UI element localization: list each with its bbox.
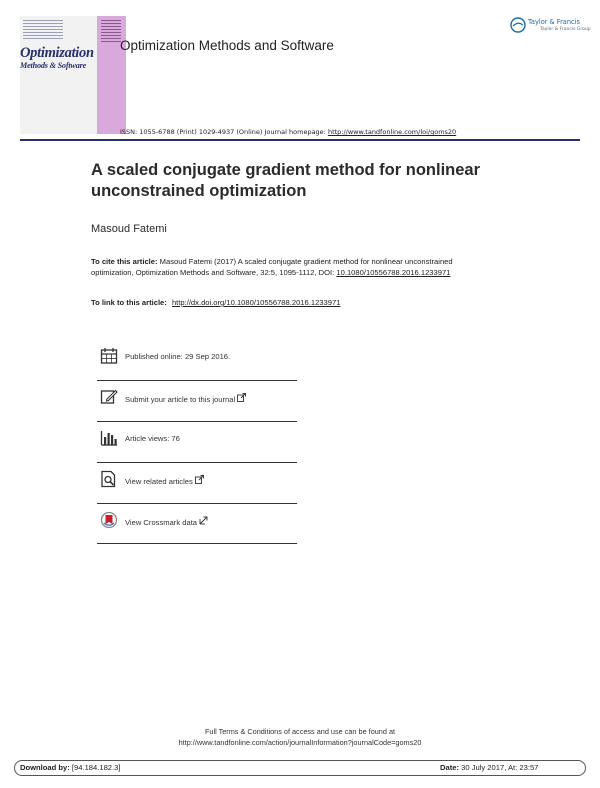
download-date-value: 30 July 2017, At: 23:57: [461, 763, 539, 772]
bar-chart-icon: [100, 429, 118, 447]
submit-article-link[interactable]: [125, 393, 246, 404]
related-articles-item[interactable]: [97, 463, 297, 503]
published-online-item: [97, 340, 297, 380]
crossmark-link[interactable]: [125, 516, 208, 527]
citation-doi-link[interactable]: 10.1080/10556788.2016.1233971: [336, 267, 451, 277]
issn-text: ISSN: 1055-6788 (Print) 1029-4937 (Online) Journal homepage:: [120, 128, 326, 136]
article-views-label: Article views: 76: [125, 434, 180, 443]
terms-footer: [0, 727, 600, 748]
related-articles-link[interactable]: [125, 475, 204, 486]
header-divider: [20, 139, 580, 141]
published-online-label: Published online: 29 Sep 2016.: [125, 352, 231, 361]
download-date: [440, 763, 538, 772]
terms-url-link[interactable]: http://www.tandfonline.com/action/journalInformation?journalCode=goms20: [178, 737, 422, 747]
journal-homepage-link[interactable]: http://www.tandfonline.com/loi/goms20: [327, 128, 457, 136]
edit-icon: [100, 388, 118, 406]
cover-title-line1: Optimization: [20, 45, 94, 61]
external-link-icon: [237, 393, 246, 402]
document-search-icon: [100, 470, 118, 488]
cover-strip-lines: [101, 20, 121, 44]
download-by-label: Download by:: [20, 763, 70, 772]
download-by: [20, 763, 120, 772]
citation-block: [91, 257, 491, 278]
citation-text: Masoud Fatemi (2017) A scaled conjugate gradient method for nonlinear unconstrained optimization, Optimization Methods and Software, 32:5, 1095-1112, DOI:: [91, 257, 453, 277]
item-divider: [97, 543, 297, 544]
terms-line: Full Terms & Conditions of access and use can be found at: [204, 727, 396, 736]
link-label: To link to this article:: [91, 298, 167, 307]
cover-text-lines: [23, 20, 63, 41]
calendar-icon: [100, 347, 118, 365]
download-date-label: Date:: [440, 763, 459, 772]
publisher-logo: [510, 17, 591, 37]
publisher-tagline: Taylor & Francis Group: [540, 27, 591, 32]
crossmark-icon: [100, 511, 118, 529]
journal-title: Optimization Methods and Software: [120, 38, 334, 53]
external-link-icon: [199, 516, 208, 525]
article-views-item: [97, 422, 297, 462]
journal-cover-image: [20, 16, 106, 134]
publisher-name: Taylor & Francis: [528, 18, 580, 26]
submit-article-item[interactable]: [97, 381, 297, 421]
submit-article-label: Submit your article to this journal: [125, 395, 236, 404]
article-title: A scaled conjugate gradient method for nonlinear unconstrained optimization: [91, 161, 481, 200]
cover-title-line2: Methods & Software: [20, 61, 87, 70]
link-block: [91, 298, 491, 307]
article-author: Masoud Fatemi: [91, 223, 167, 235]
citation-label: To cite this article:: [91, 257, 158, 266]
external-link-icon: [195, 475, 204, 484]
download-by-value: [94.184.182.3]: [71, 763, 121, 772]
issn-line: [120, 128, 456, 136]
crossmark-label: View Crossmark data: [125, 518, 198, 527]
crossmark-item[interactable]: [97, 504, 297, 544]
article-doi-link[interactable]: http://dx.doi.org/10.1080/10556788.2016.1233971: [171, 298, 341, 307]
cover-title: [20, 45, 100, 71]
related-articles-label: View related articles: [125, 477, 193, 486]
publisher-logo-icon: [510, 17, 526, 33]
